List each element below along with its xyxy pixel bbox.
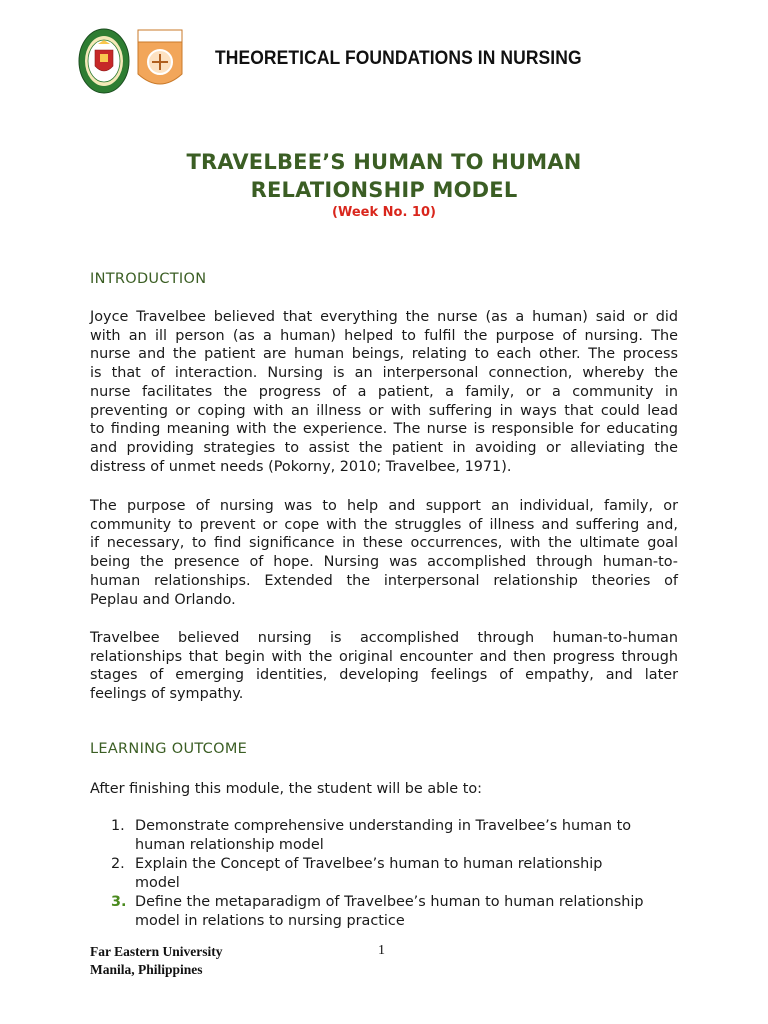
list-item-number: 3. (111, 894, 127, 910)
list-item-number: 2. (111, 856, 125, 872)
paragraph-line: being the presence of hope. Nursing was accomplished through human-to- (90, 554, 678, 571)
footer-university-name: Far Eastern University (90, 944, 223, 959)
paragraph-line: if necessary, to find significance in these occurrences, with the ultimate goal (90, 535, 678, 552)
list-item-text-line: Explain the Concept of Travelbee’s human to human relationship (135, 856, 603, 872)
paragraph-line: human relationships. Extended the interpersonal relationship theories of (90, 572, 678, 589)
page-header (76, 26, 696, 98)
header-title: THEORETICAL FOUNDATIONS IN NURSING (215, 48, 582, 69)
introduction-paragraph-3 (90, 629, 678, 704)
list-item-number: 1. (111, 818, 125, 834)
list-item-text-line: model (135, 875, 180, 891)
list-item-text-line: model in relations to nursing practice (135, 913, 405, 929)
paragraph-line: stages of emerging identities, developing feelings of empathy, and later (90, 667, 678, 684)
document-title-line-2: RELATIONSHIP MODEL (250, 178, 518, 202)
document-title-line-1: TRAVELBEE’S HUMAN TO HUMAN (186, 150, 582, 174)
paragraph-line: After finishing this module, the student will be able to: (90, 781, 483, 797)
learning-outcome-intro (90, 780, 678, 799)
university-seal-logo (78, 28, 130, 94)
paragraph-line: distress of unmet needs (Pokorny, 2010; Travelbee, 1971). (90, 458, 512, 475)
paragraph-line: relationships that begin with the original encounter and then progress through (90, 648, 678, 665)
paragraph-line: Joyce Travelbee believed that everything the nurse (as a human) said or did (90, 309, 678, 325)
paragraph-line: nurse facilitates the progress of a patient, a family, or a community in (90, 383, 678, 400)
paragraph-line: The purpose of nursing was to help and support an individual, family, or (90, 498, 678, 514)
paragraph-line: to finding meaning with the experience. The nurse is responsible for educating (90, 421, 678, 438)
paragraph-line: Peplau and Orlando. (90, 591, 236, 608)
footer-location: Manila, Philippines (90, 962, 203, 977)
list-item-text-line: Demonstrate comprehensive understanding in Travelbee’s human to (135, 818, 632, 834)
paragraph-line: feelings of sympathy. (90, 686, 244, 703)
list-item-text-line: Define the metaparadigm of Travelbee’s human to human relationship (135, 894, 644, 910)
list-item (108, 855, 678, 893)
footer-institution (90, 943, 222, 979)
paragraph-line: and providing strategies to assist the patient in avoiding or alleviating the (90, 439, 678, 456)
introduction-paragraph-1 (90, 308, 678, 476)
learning-outcome-list (108, 817, 678, 931)
introduction-paragraph-2 (90, 497, 678, 609)
learning-outcome-heading: LEARNING OUTCOME (90, 741, 248, 757)
paragraph-line: nurse and the patient are human beings, relating to each other. The process (90, 346, 678, 363)
feu-in-logo (136, 28, 184, 94)
paragraph-line: is that of interaction. Nursing is an interpersonal connection, whereby the (90, 365, 678, 382)
paragraph-line: with an ill person (as a human) helped to fulfil the purpose of nursing. The (90, 327, 678, 344)
list-item (108, 893, 678, 931)
introduction-heading: INTRODUCTION (90, 271, 207, 287)
paragraph-line: Travelbee believed nursing is accomplished through human-to-human (90, 630, 678, 646)
week-label: (Week No. 10) (332, 205, 436, 220)
paragraph-line: community to prevent or cope with the struggles of illness and suffering and, (90, 516, 678, 533)
paragraph-line: preventing or coping with an illness or with suffering in ways that could lead (90, 402, 678, 419)
page-number: 1 (378, 943, 385, 958)
list-item (108, 817, 678, 855)
list-item-text-line: human relationship model (135, 837, 324, 853)
